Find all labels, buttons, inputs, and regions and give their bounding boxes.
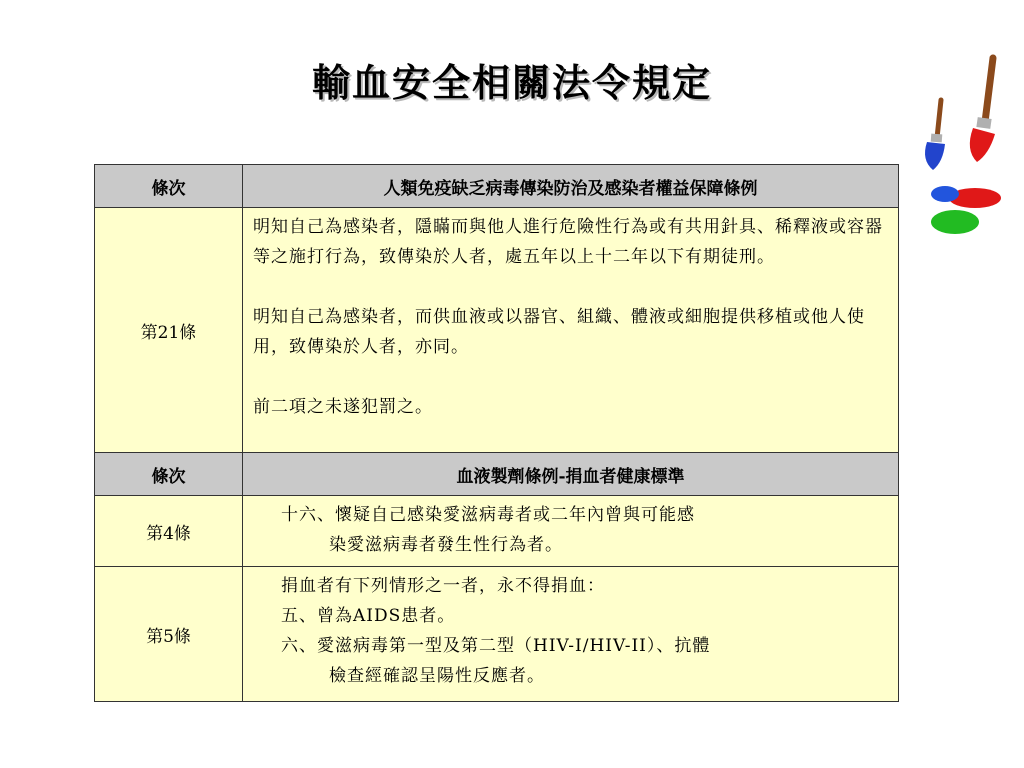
table-header-2 (95, 453, 899, 496)
clause-line: 六、愛滋病毒第一型及第二型（HIV-I/HIV-II）、抗體 (281, 636, 711, 656)
header-law-name: 人類免疫缺乏病毒傳染防治及感染者權益保障條例 (243, 165, 899, 208)
paragraph: 前二項之未遂犯罰之。 (253, 397, 433, 417)
clause-line: 染愛滋病毒者發生性行為者。 (329, 535, 563, 555)
paint-brushes-clipart (915, 50, 1015, 250)
table-row (95, 567, 899, 702)
article-number: 第5條 (95, 567, 243, 702)
header-law-name: 血液製劑條例-捐血者健康標準 (243, 453, 899, 496)
table-row (95, 208, 899, 453)
page-title: 輸血安全相關法令規定 (311, 60, 712, 105)
article-content (243, 496, 899, 567)
clause-line: 檢查經確認呈陽性反應者。 (329, 666, 545, 686)
paragraph: 明知自己為感染者，而供血液或以器官、組織、體液或細胞提供移植或他人使用，致傳染於人者，亦同。 (253, 307, 865, 357)
paragraph: 明知自己為感染者，隱瞞而與他人進行危險性行為或有共用針具、稀釋液或容器等之施打行為，致傳染於人者，處五年以上十二年以下有期徒刑。 (253, 217, 883, 267)
table-header-1 (95, 165, 899, 208)
table-row (95, 496, 899, 567)
article-number: 第21條 (95, 208, 243, 453)
clause-line: 五、曾為AIDS患者。 (281, 606, 456, 626)
law-table (94, 164, 899, 702)
clause-line: 十六、懷疑自己感染愛滋病毒者或二年內曾與可能感 (281, 505, 695, 525)
header-article-label: 條次 (95, 453, 243, 496)
article-number: 第4條 (95, 496, 243, 567)
header-article-label: 條次 (95, 165, 243, 208)
article-content (243, 208, 899, 453)
article-content (243, 567, 899, 702)
clause-line: 捐血者有下列情形之一者，永不得捐血： (281, 576, 605, 596)
